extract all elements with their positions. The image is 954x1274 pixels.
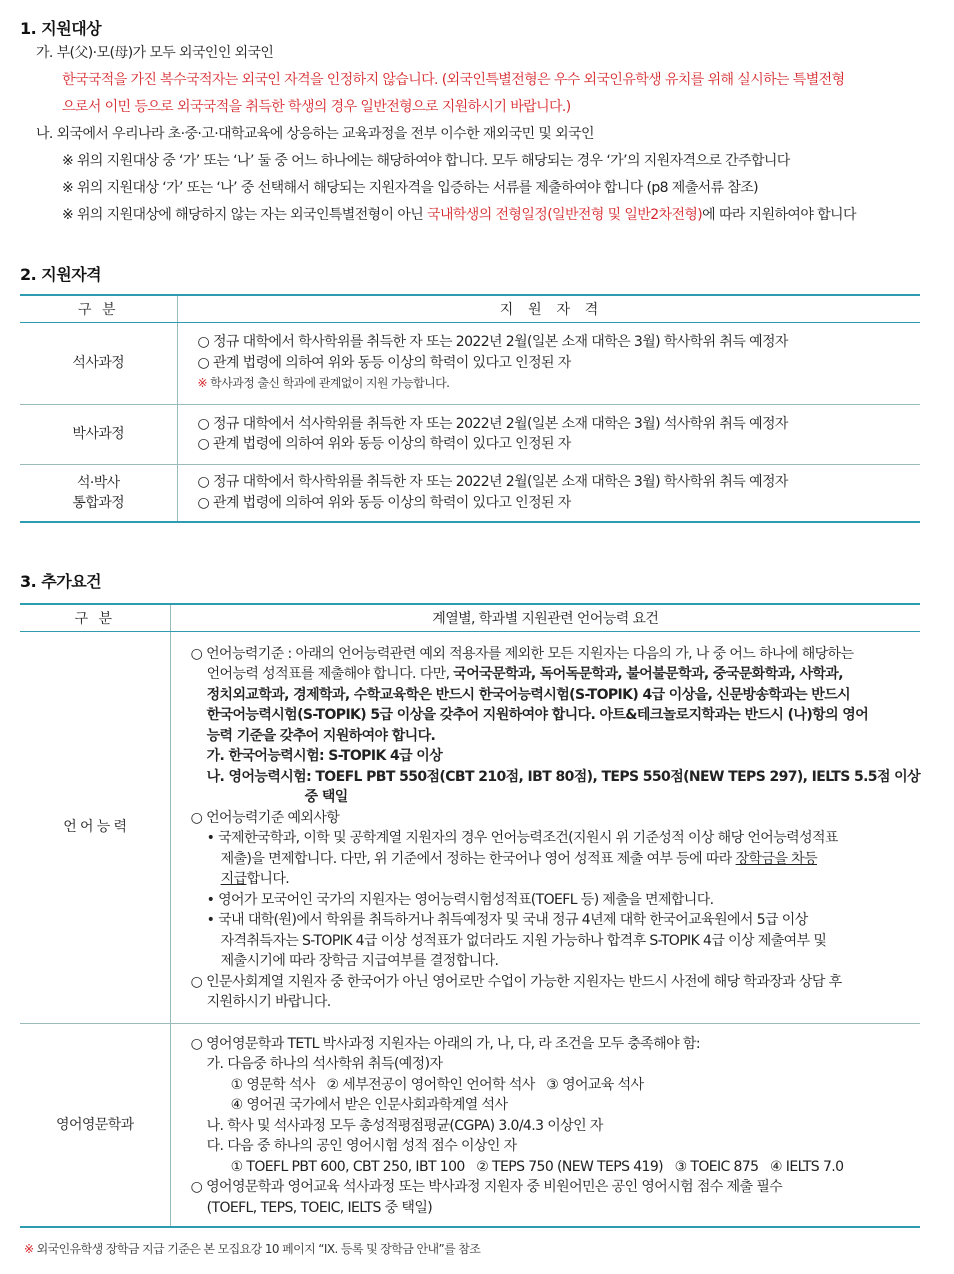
row-line: • 국내 대학(원)에서 학위를 취득하거나 취득예정자 및 국내 정규 4년제 대학 한국어교육원에서 5급 이상 [206,912,808,928]
text-span: 합니다. [246,871,290,887]
underline-span: 지급 [220,871,247,887]
row-value-language [170,631,920,1023]
row-line: ① TOEFL PBT 600, CBT 250, IBT 100 ② TEPS 750 (NEW TEPS 419) ③ TOEIC 875 ④ IELTS 7.0 [230,1158,844,1175]
row-line: 중 택일 [304,789,348,805]
row-value [177,464,920,522]
row-line: • 영어가 모국어인 국가의 지원자는 영어능력시험성적표(TOEFL 등) 제출을 면제합니다. [206,891,714,908]
row-line: 가. 한국어능력시험: S-TOPIK 4급 이상 [206,748,443,764]
underline-span: 장학금을 차등 [735,850,817,867]
row-line: (TOEFL, TEPS, TOEIC, IELTS 중 택일) [206,1199,433,1216]
row-key-line-1: 석·박사 [76,474,120,491]
row-key-english: 영어영문학과 [20,1023,170,1227]
note-mark: ※ [197,376,207,391]
section-3-title: 3. 추가요건 [20,572,102,591]
row-line: 자격취득자는 S-TOPIK 4급 이상 성적표가 없더라도 지원 가능하나 합격후 S-TOPIK 4급 이상 제출여부 및 [220,932,827,949]
row-line: 한국어능력시험(S-TOPIK) 5급 이상을 갖추어 지원하여야 합니다. 아트&테크놀로지학과는 반드시 (나)항의 영어 [206,707,869,723]
row-line: 나. 학사 및 석사과정 모두 총성적평점평균(CGPA) 3.0/4.3 이상인 자 [206,1117,603,1134]
note-3-prefix: ※ 위의 지원대상에 해당하지 않는 자는 외국인특별전형이 아닌 [62,207,428,223]
table-row [20,1023,920,1227]
row-line: 지원하시기 바랍니다. [206,994,331,1010]
header-value: 계열별, 학과별 지원관련 언어능력 요건 [170,604,920,631]
header-value: 지 원 자 격 [177,295,920,322]
table-row [20,404,920,464]
header-key: 구 분 [20,295,177,322]
row-value [177,404,920,464]
row-key-line-2: 통합과정 [72,494,125,511]
row-line: 능력 기준을 갖추어 지원하여야 합니다. [206,727,436,744]
row-line: ○ 언어능력기준 : 아래의 언어능력관련 예외 적용자를 제외한 모든 지원자는 다음의 가, 나 중 어느 하나에 해당하는 [190,645,854,662]
row-line [191,664,920,685]
row-line: ○ 관계 법령에 의하여 위와 동등 이상의 학력이 있다고 인정된 자 [197,436,571,452]
table-row [20,631,920,1023]
requirements-table [20,603,920,1228]
row-line: 나. 영어능력시험: TOEFL PBT 550점(CBT 210점, IBT 80점), TEPS 550점(NEW TEPS 297), IELTS 5.5점 이상 [206,768,920,785]
table-row [20,464,920,522]
row-key: 박사과정 [20,404,177,464]
row-key: 석사과정 [20,322,177,404]
row-line: 가. 다음중 하나의 석사학위 취득(예정)자 [206,1056,443,1072]
row-key-language: 언 어 능 력 [20,631,170,1023]
row-line: ○ 정규 대학에서 학사학위를 취득한 자 또는 2022년 2월(일본 소재 대학은 3월) 학사학위 취득 예정자 [197,334,788,351]
row-key [20,464,177,522]
note-3-red: 국내학생의 전형일정(일반전형 및 일반2차전형) [427,207,703,223]
row-line: ○ 인문사회계열 지원자 중 한국어가 아닌 영어로만 수업이 가능한 지원자는 반드시 사전에 해당 학과장과 상담 후 [190,973,842,990]
note-3 [62,205,856,225]
section-2-title: 2. 지원자격 [20,265,102,284]
footer-text: 외국인유학생 장학금 지급 기준은 본 모집요강 10 페이지 “IX. 등록 및 장학금 안내”를 참조 [33,1242,481,1256]
table-header-row [20,295,920,322]
row-line: 다. 다음 중 하나의 공인 영어시험 성적 점수 이상인 자 [206,1138,517,1154]
row-line: ○ 언어능력기준 예외사항 [190,809,340,826]
section-1-title: 1. 지원대상 [20,19,102,38]
footer-mark: ※ [24,1242,34,1256]
row-line: ④ 영어권 국가에서 받은 인문사회과학계열 석사 [230,1097,508,1113]
row-line: 제출시기에 따라 장학금 지급여부를 결정합니다. [220,953,499,969]
target-a: 가. 부(父)·모(母)가 모두 외국인인 외국인 [36,45,274,61]
note-2: ※ 위의 지원대상 ‘가’ 또는 ‘나’ 중 선택해서 해당되는 지원자격을 입증하는 서류를 제출하여야 합니다 (p8 제출서류 참조) [62,180,759,196]
row-line: ○ 영어영문학과 영어교육 석사과정 또는 박사과정 지원자 중 비원어민은 공인 영어시험 점수 제출 필수 [190,1179,783,1195]
target-a-red-line-2: 으로서 이민 등으로 외국국적을 취득한 학생의 경우 일반전형으로 지원하시기 바랍니다.) [62,99,571,115]
row-line: ○ 정규 대학에서 학사학위를 취득한 자 또는 2022년 2월(일본 소재 대학은 3월) 학사학위 취득 예정자 [197,474,788,491]
row-line: ① 영문학 석사 ② 세부전공이 영어학인 언어학 석사 ③ 영어교육 석사 [230,1076,644,1093]
footer-note [24,1239,480,1259]
table-row [20,322,920,404]
row-line [191,849,920,870]
table-header-row [20,604,920,631]
bold-span: 국어국문학과, 독어독문학과, 불어불문학과, 중국문화학과, 사학과, [453,666,843,682]
row-value-english [170,1023,920,1227]
note-1: ※ 위의 지원대상 중 ‘가’ 또는 ‘나’ 둘 중 어느 하나에는 해당하여야 합니다. 모두 해당되는 경우 ‘가’의 지원자격으로 간주합니다 [62,153,790,169]
note-3-suffix: 에 따라 지원하여야 합니다 [702,207,856,223]
row-value [177,322,920,404]
row-line: ○ 관계 법령에 의하여 위와 동등 이상의 학력이 있다고 인정된 자 [197,354,571,371]
text-span: 언어능력 성적표를 제출해야 합니다. 다만, [206,666,454,682]
qualification-table [20,294,920,523]
text-span: 제출)을 면제합니다. 다만, 위 기준에서 정하는 한국어나 영어 성적표 제출 여부 등에 따라 [220,850,736,867]
target-b: 나. 외국에서 우리나라 초·중·고·대학교육에 상응하는 교육과정을 전부 이수한 재외국민 및 외국인 [36,126,594,142]
header-key: 구 분 [20,604,170,631]
target-a-red-line-1: 한국국적을 가진 복수국적자는 외국인 자격을 인정하지 않습니다. (외국인특별전형은 우수 외국인유학생 유치를 위해 실시하는 특별전형 [62,72,845,88]
row-line: • 국제한국학과, 이학 및 공학계열 지원자의 경우 언어능력조건(지원시 위 기준성적 이상 해당 언어능력성적표 [206,830,838,846]
row-note [198,373,921,394]
note-text: 학사과정 출신 학과에 관계없이 지원 가능합니다. [206,376,450,391]
row-line: ○ 영어영문학과 TETL 박사과정 지원자는 아래의 가, 나, 다, 라 조건을 모두 충족해야 함: [190,1035,700,1052]
row-line [191,869,920,890]
row-line: ○ 관계 법령에 의하여 위와 동등 이상의 학력이 있다고 인정된 자 [197,494,571,511]
row-line: 정치외교학과, 경제학과, 수학교육학은 반드시 한국어능력시험(S-TOPIK) 4급 이상을, 신문방송학과는 반드시 [206,686,851,703]
row-line: ○ 정규 대학에서 석사학위를 취득한 자 또는 2022년 2월(일본 소재 대학은 3월) 석사학위 취득 예정자 [197,415,788,432]
